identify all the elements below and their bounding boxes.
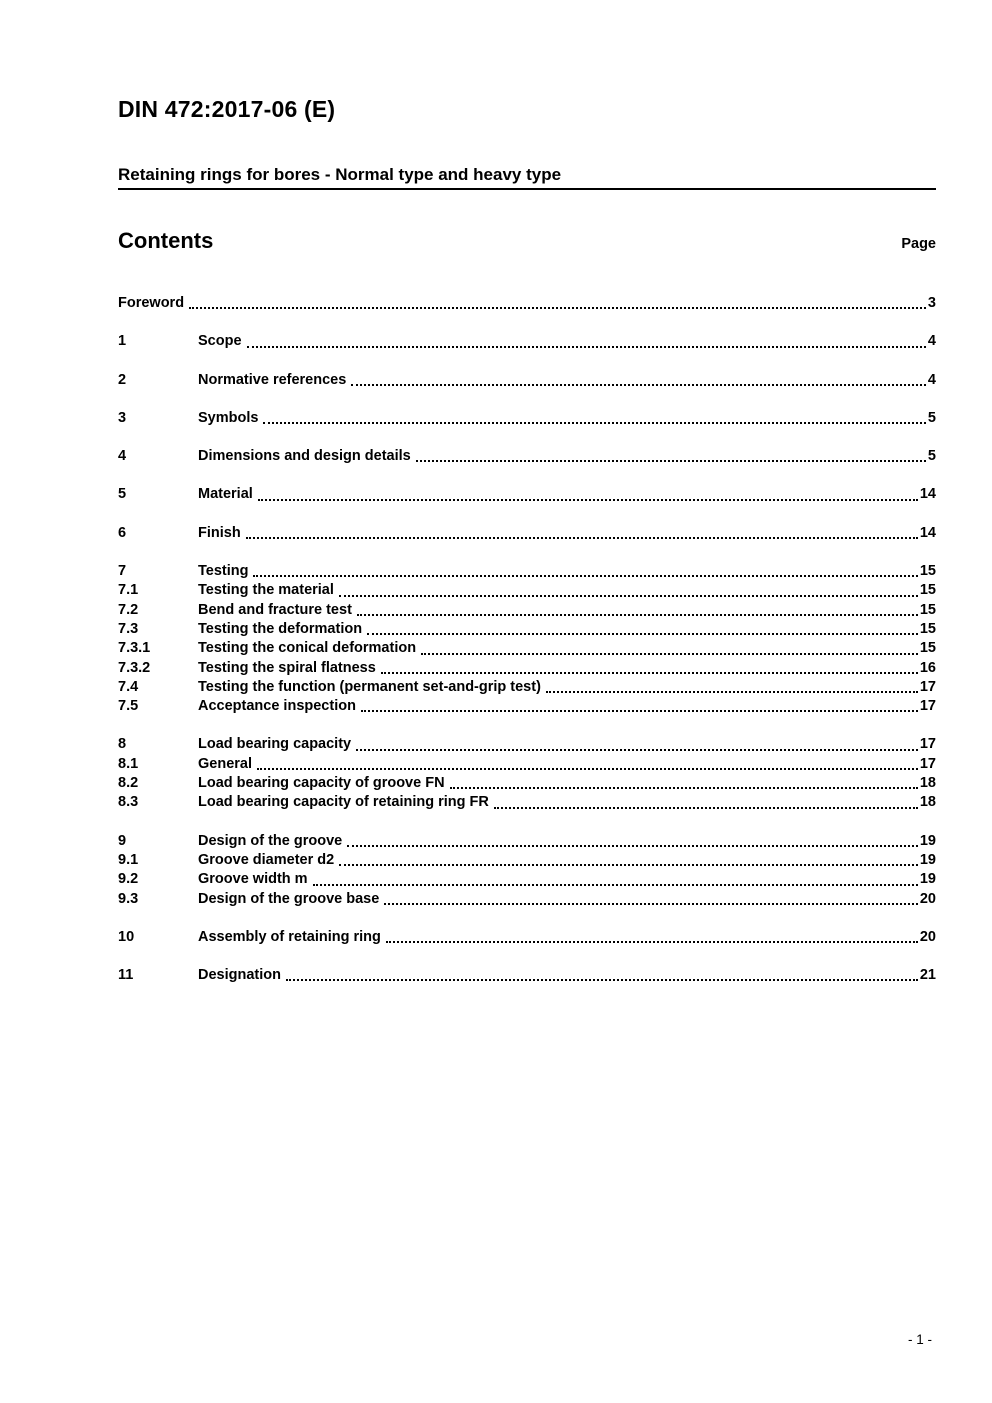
toc-entry-number: 3 <box>118 409 127 426</box>
toc-leader-dots <box>450 774 918 789</box>
toc-entry-page: 15 <box>919 640 936 657</box>
toc-group <box>118 735 936 812</box>
toc-entry-number: 2 <box>118 371 127 388</box>
toc-entry-title: Foreword <box>118 295 185 311</box>
toc-group <box>118 832 936 909</box>
toc-leader-dots <box>386 928 918 943</box>
contents-header <box>118 228 936 254</box>
toc-entry-page: 17 <box>919 755 936 772</box>
toc-entry-number: 7.3 <box>118 620 139 637</box>
toc-entry-number: 8.2 <box>118 775 139 792</box>
toc-entry-title: Testing the conical deformation <box>198 640 417 657</box>
toc-leader-dots <box>546 678 918 693</box>
toc-leader-dots <box>263 409 925 424</box>
toc-entry-number: 5 <box>118 486 127 503</box>
toc-entry-page: 5 <box>927 409 936 426</box>
toc-leader-dots <box>367 620 918 635</box>
toc-entry <box>118 793 936 812</box>
toc-entry-number: 7.3.2 <box>118 659 151 676</box>
toc-entry-page: 14 <box>919 486 936 503</box>
toc-entry-page: 15 <box>919 620 936 637</box>
toc-leader-dots <box>494 793 918 808</box>
toc-group <box>118 371 936 390</box>
toc-entry-page: 19 <box>919 851 936 868</box>
toc-entry-title: Testing the material <box>198 582 334 599</box>
toc-entry-page: 18 <box>919 775 936 792</box>
toc-entry <box>118 851 936 870</box>
toc-entry <box>118 409 936 428</box>
toc-entry-title: Load bearing capacity of retaining ring FR <box>198 794 489 811</box>
footer-page-number: - 1 - <box>907 1332 932 1347</box>
toc-entry <box>118 735 936 754</box>
toc-entry-number: 6 <box>118 524 127 541</box>
toc-entry-number: 9 <box>118 832 127 849</box>
toc-entry-number: 7.4 <box>118 678 139 695</box>
toc-leader-dots <box>257 755 918 770</box>
toc-entry-page: 14 <box>919 524 936 541</box>
toc-entry <box>118 697 936 716</box>
toc-entry-title: Design of the groove <box>198 832 343 849</box>
toc-entry-number: 7.3.1 <box>118 640 151 657</box>
toc-entry <box>118 294 936 313</box>
page-content <box>118 0 936 1004</box>
toc-entry-number: 9.2 <box>118 871 139 888</box>
toc-entry-title: Design of the groove base <box>198 890 380 907</box>
toc-entry <box>118 774 936 793</box>
toc-entry <box>118 332 936 351</box>
toc-entry-page: 19 <box>919 871 936 888</box>
toc-entry <box>118 562 936 581</box>
contents-heading: Contents <box>118 228 214 253</box>
toc-entry <box>118 581 936 600</box>
toc-leader-dots <box>189 294 926 309</box>
toc-entry-title: Assembly of retaining ring <box>198 928 381 945</box>
toc-leader-dots <box>361 697 918 712</box>
toc-leader-dots <box>347 832 918 847</box>
document-number-heading: DIN 472:2017-06 (E) <box>118 96 336 122</box>
toc-entry-title: Normative references <box>198 371 347 388</box>
toc-entry <box>118 870 936 889</box>
toc-entry-number: 4 <box>118 448 127 465</box>
toc-leader-dots <box>356 735 918 750</box>
document-title: Retaining rings for bores - Normal type and heavy type <box>118 165 936 190</box>
toc-leader-dots <box>339 581 918 596</box>
toc-group <box>118 485 936 504</box>
toc-entry-page: 17 <box>919 698 936 715</box>
toc-group <box>118 928 936 947</box>
toc-group <box>118 562 936 716</box>
toc-entry-title: Groove diameter d2 <box>198 851 335 868</box>
toc-group <box>118 332 936 351</box>
toc-entry-title: Testing the deformation <box>198 620 363 637</box>
toc-entry-page: 15 <box>919 601 936 618</box>
toc-entry-number: 9.1 <box>118 851 139 868</box>
toc-entry-number: 11 <box>118 967 134 984</box>
toc-entry <box>118 928 936 947</box>
toc-leader-dots <box>357 601 918 616</box>
toc-entry <box>118 485 936 504</box>
toc-entry-title: Designation <box>198 967 281 984</box>
toc-group <box>118 447 936 466</box>
toc-leader-dots <box>253 562 917 577</box>
toc-entry-page: 20 <box>919 928 936 945</box>
toc-entry-page: 20 <box>919 890 936 907</box>
toc-leader-dots <box>247 332 926 347</box>
toc-entry <box>118 832 936 851</box>
toc-entry <box>118 890 936 909</box>
toc-entry-page: 3 <box>927 295 936 311</box>
toc-group <box>118 524 936 543</box>
toc-entry <box>118 659 936 678</box>
toc-entry-title: Acceptance inspection <box>198 698 356 715</box>
toc-leader-dots <box>351 371 926 386</box>
toc-entry-page: 16 <box>919 659 936 676</box>
toc-entry <box>118 966 936 985</box>
toc-entry <box>118 639 936 658</box>
toc-group <box>118 409 936 428</box>
toc-entry-title: Testing the spiral flatness <box>198 659 376 676</box>
toc-leader-dots <box>246 524 918 539</box>
toc-entry <box>118 447 936 466</box>
toc-entry-number: 8 <box>118 736 127 753</box>
toc-entry-title: Testing the function (permanent set-and-grip test) <box>198 678 541 695</box>
toc-entry-title: Groove width m <box>198 871 308 888</box>
toc-entry-number: 8.3 <box>118 794 139 811</box>
toc-leader-dots <box>421 639 918 654</box>
toc-entry-title: Dimensions and design details <box>198 448 411 465</box>
toc-entry-page: 17 <box>919 678 936 695</box>
toc-entry <box>118 678 936 697</box>
toc-entry <box>118 620 936 639</box>
toc-leader-dots <box>416 447 926 462</box>
toc-entry-title: Symbols <box>198 409 259 426</box>
toc-entry-page: 4 <box>927 371 936 388</box>
toc-entry-number: 10 <box>118 928 135 945</box>
toc-entry <box>118 371 936 390</box>
toc-entry-title: General <box>198 755 252 772</box>
toc-entry-page: 15 <box>919 563 936 580</box>
toc-entry-page: 17 <box>919 736 936 753</box>
toc-group <box>118 294 936 313</box>
page-column-label: Page <box>901 236 936 252</box>
toc-entry-page: 15 <box>919 582 936 599</box>
toc-entry-page: 21 <box>919 967 936 984</box>
toc-entry-page: 18 <box>919 794 936 811</box>
toc-entry <box>118 755 936 774</box>
toc-entry-title: Material <box>198 486 253 503</box>
toc-leader-dots <box>258 485 918 500</box>
toc-leader-dots <box>381 659 918 674</box>
toc-entry-title: Testing <box>198 563 249 580</box>
toc-entry-page: 19 <box>919 832 936 849</box>
table-of-contents <box>118 294 936 985</box>
toc-entry-title: Scope <box>198 333 242 350</box>
toc-entry-number: 9.3 <box>118 890 139 907</box>
toc-entry <box>118 524 936 543</box>
toc-entry-page: 5 <box>927 448 936 465</box>
toc-entry-number: 7.1 <box>118 582 139 599</box>
toc-group <box>118 966 936 985</box>
toc-entry-title: Load bearing capacity <box>198 736 352 753</box>
toc-entry-number: 7.5 <box>118 698 139 715</box>
toc-entry-title: Bend and fracture test <box>198 601 352 618</box>
toc-leader-dots <box>286 966 918 981</box>
toc-leader-dots <box>313 870 918 885</box>
toc-entry-title: Finish <box>198 524 241 541</box>
toc-entry-number: 7.2 <box>118 601 139 618</box>
toc-leader-dots <box>339 851 918 866</box>
toc-entry <box>118 601 936 620</box>
toc-entry-number: 7 <box>118 563 127 580</box>
toc-entry-number: 8.1 <box>118 755 139 772</box>
toc-entry-number: 1 <box>118 333 127 350</box>
toc-entry-page: 4 <box>927 333 936 350</box>
toc-leader-dots <box>384 890 918 905</box>
toc-entry-title: Load bearing capacity of groove FN <box>198 775 445 792</box>
